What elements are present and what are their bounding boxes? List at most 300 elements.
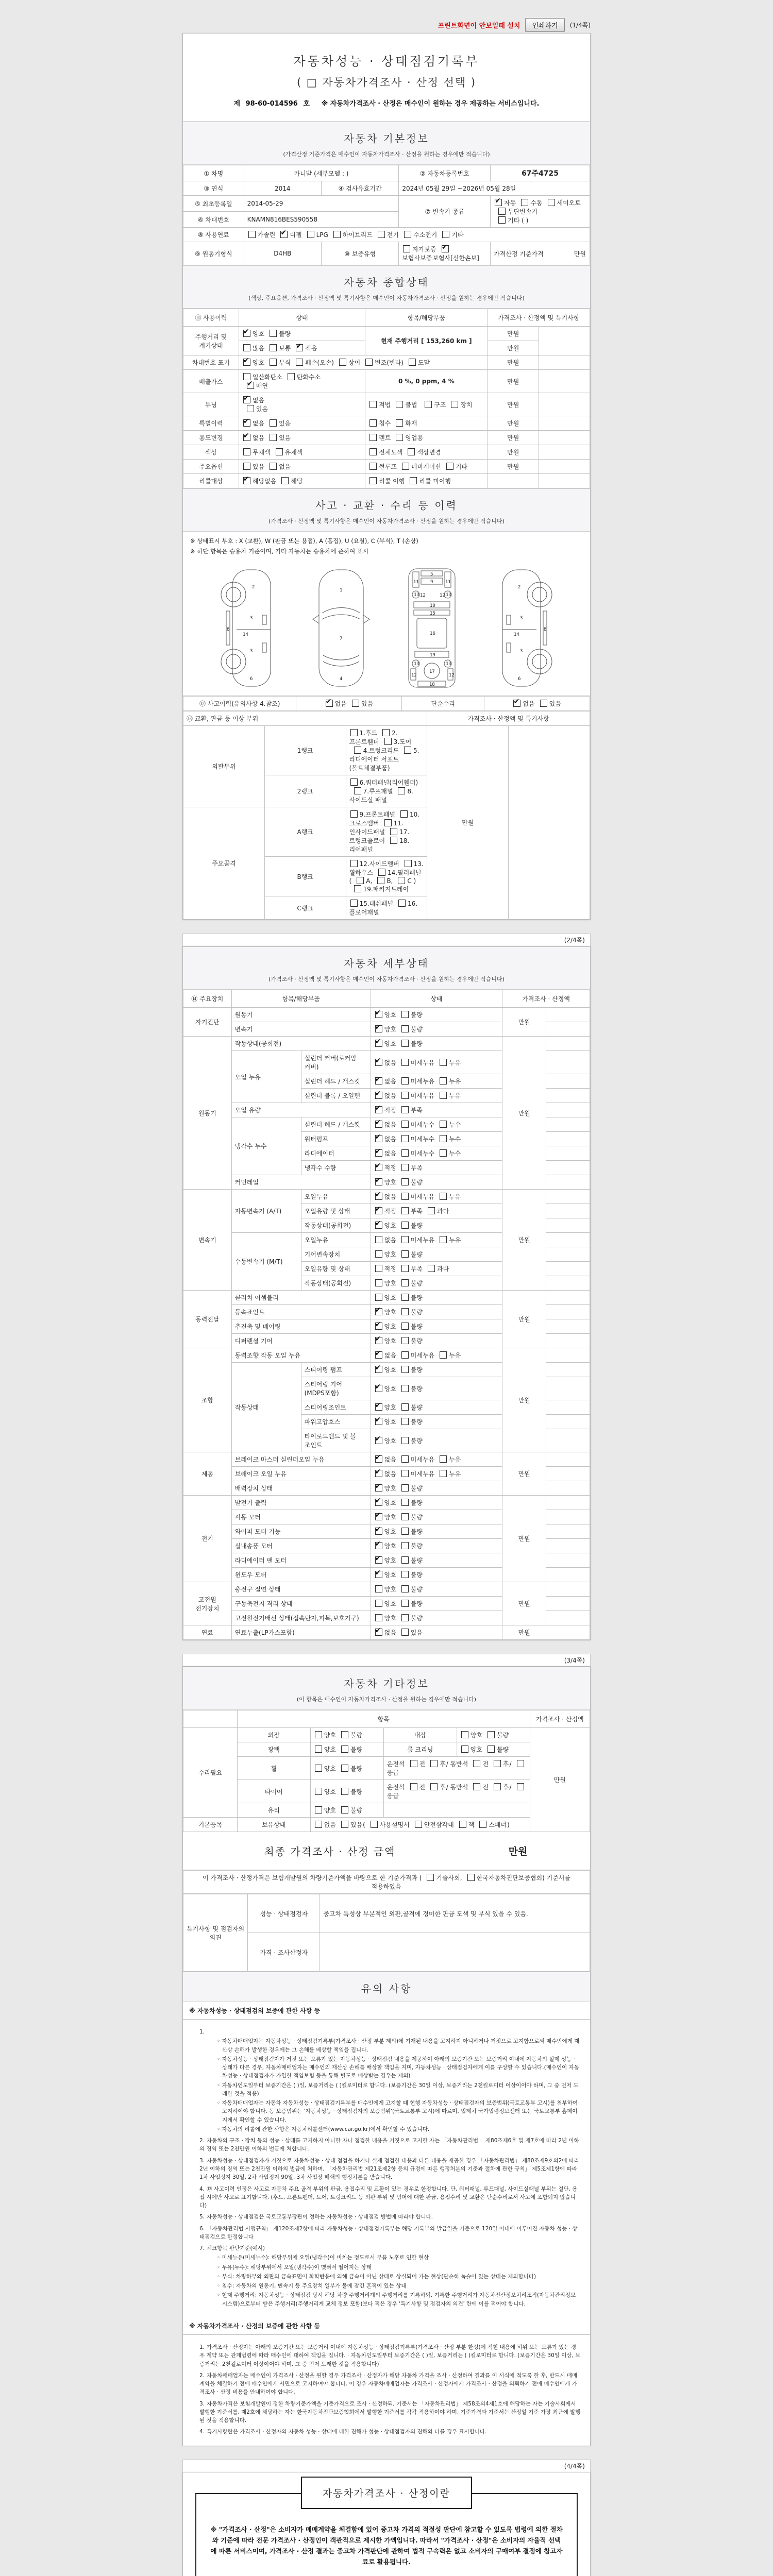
panel-number: 12 <box>411 673 417 678</box>
panel-number: 2 <box>518 585 521 590</box>
checkbox[interactable] <box>375 1629 382 1636</box>
table-row: 많음 보통 ✔ 적음 만원 <box>183 341 590 355</box>
section-title: 자동차 기본정보 <box>344 132 429 145</box>
checkbox[interactable] <box>350 729 358 736</box>
checkbox[interactable] <box>315 1806 322 1814</box>
checkbox[interactable] <box>401 1279 409 1286</box>
table-row: 원동기 작동상태(공회전) ✔ 양호 불량 만원 <box>183 1037 590 1051</box>
checkbox[interactable] <box>498 208 506 215</box>
checkbox[interactable] <box>276 448 283 455</box>
checkbox[interactable] <box>401 1513 409 1520</box>
checkbox[interactable] <box>390 828 397 835</box>
notice-bullet: ◦ 자동차매매업자는 자동차성능 · 상태점검기록부(가격조사 · 산정 부분 제외)에 기재된 내용을 고지하지 아니하거나 거짓으로 고지함으로써 매수인에게 재산상 손해가 발생한 경우에는 그 손해를 배상할 책임을 집니다. <box>222 2037 581 2054</box>
table-row: 전기 발전기 출력 ✔ 양호 불량 만원 <box>183 1496 590 1510</box>
checkbox[interactable] <box>401 1403 409 1411</box>
checkbox[interactable] <box>401 1629 409 1636</box>
checkbox[interactable] <box>341 1765 348 1772</box>
table-row: 오일 유량 ✔ 적정 부족 <box>183 1103 590 1117</box>
checkbox[interactable] <box>401 1323 409 1330</box>
detail-state-table <box>183 990 590 1640</box>
checkbox[interactable] <box>341 1821 348 1828</box>
panel-number: 3 <box>520 649 523 654</box>
checkbox[interactable] <box>401 1236 409 1243</box>
checkbox[interactable] <box>488 1745 495 1753</box>
checkbox[interactable] <box>494 1783 501 1790</box>
checkbox[interactable] <box>401 1542 409 1549</box>
checkbox[interactable] <box>375 1178 382 1185</box>
checkbox[interactable] <box>243 434 250 441</box>
panel-number: 10 <box>430 603 435 608</box>
checkbox[interactable] <box>521 199 528 206</box>
notice-bullet: ◦ 누유(누수): 해당부위에서 오일(냉각수)이 맺혀서 떨어지는 상태 <box>222 2263 581 2272</box>
panel-number: 3 <box>250 616 253 621</box>
checkbox[interactable] <box>270 419 277 427</box>
table-row: 제동 브레이크 마스터 실린더오일 누유 ✔ 없음 미세누유 누유 만원 <box>183 1452 590 1467</box>
overall-state-table <box>183 309 590 488</box>
table-row: 색상 무채색 유채색 전체도색 색상변경 만원 <box>183 445 590 460</box>
checkbox[interactable] <box>401 1222 409 1229</box>
panel-number: 16 <box>430 631 435 636</box>
checkbox[interactable] <box>280 231 288 238</box>
checkbox[interactable] <box>375 1040 382 1047</box>
notice-bullet: ◦ 자동차인도일부터 보증기간은 ( )일, 보증거리는 ( )킬로미터로 합니다. (보증기간은 30일 이상, 보증거리는 2천킬로미터 이상이어야 하며, 그 중 먼저 도래한 것을 적용) <box>222 2081 581 2098</box>
checkbox[interactable] <box>440 1351 447 1359</box>
checkbox[interactable] <box>365 359 373 366</box>
checkbox[interactable] <box>369 477 377 484</box>
checkbox[interactable] <box>409 359 416 366</box>
checkbox[interactable] <box>243 344 250 351</box>
table-row: 특기사항 및 점검자의 의견 성능 · 상태점검자 중고차 특성상 부분적인 외판,골격에 경미한 판금 도색 및 부식 있을 수 있음. <box>183 1894 590 1933</box>
checkbox[interactable] <box>357 877 364 884</box>
page-1 <box>182 33 591 920</box>
checkbox[interactable] <box>402 463 409 470</box>
basic-info-table <box>183 165 590 265</box>
checkbox[interactable] <box>405 860 412 867</box>
checkbox[interactable] <box>396 434 403 441</box>
checkbox[interactable] <box>410 477 417 484</box>
checkbox[interactable] <box>401 1178 409 1185</box>
checkbox[interactable] <box>410 1760 417 1767</box>
table-row: 용도변경 ✔ 없음 있음 렌트 영업용 만원 <box>183 431 590 445</box>
panel-number: 8 <box>544 627 547 632</box>
checkbox[interactable] <box>401 1025 409 1032</box>
checkbox[interactable] <box>440 1135 447 1142</box>
table-row: 항목 가격조사 · 산정액 <box>183 1710 590 1728</box>
checkbox[interactable] <box>315 1765 322 1772</box>
checkbox[interactable] <box>390 837 397 844</box>
checkbox[interactable] <box>341 1806 348 1814</box>
checkbox[interactable] <box>401 1385 409 1392</box>
checkbox[interactable] <box>350 810 358 818</box>
checkbox[interactable] <box>375 1222 382 1229</box>
checkbox[interactable] <box>375 1025 382 1032</box>
checkbox[interactable] <box>375 1366 382 1373</box>
checkbox[interactable] <box>401 1351 409 1359</box>
checkbox[interactable] <box>467 1874 475 1881</box>
checkbox[interactable] <box>369 419 377 427</box>
doc-subtitle: ( □ 자동차가격조사 · 산정 선택 ) <box>296 76 477 89</box>
table-row: ⑤ 최초등록일 2014-05-29 ⑦ 변속기 종류 ✔자동 수동 세미오토무단변속기 기타 ( ) <box>183 196 590 212</box>
checkbox[interactable] <box>270 344 277 351</box>
page-3 <box>182 1666 591 2446</box>
notice-group-title: ※ 자동차가격조사 · 산정의 보증에 관한 사항 등 <box>183 2317 590 2335</box>
checkbox[interactable] <box>375 1455 382 1463</box>
checkbox[interactable] <box>377 877 384 884</box>
checkbox[interactable] <box>396 419 403 427</box>
checkbox[interactable] <box>375 1250 382 1258</box>
panel-number: 19 <box>430 653 435 658</box>
checkbox[interactable] <box>440 1455 447 1463</box>
table-row: 리콜대상 ✔ 해당없음 해당 리콜 이행 리콜 미이행 <box>183 474 590 488</box>
checkbox[interactable] <box>442 245 449 252</box>
table-row: 오일 누유 실린더 커버(로커암 커버) ✔없음 미세누유 누유 <box>183 1051 590 1074</box>
checkbox[interactable] <box>378 869 385 876</box>
checkbox[interactable] <box>247 382 254 389</box>
checkbox[interactable] <box>315 1821 322 1828</box>
checkbox[interactable] <box>375 1556 382 1564</box>
checkbox[interactable] <box>375 1236 382 1243</box>
checkbox[interactable] <box>369 463 377 470</box>
final-price-label: 최종 가격조사 · 산정 금액 <box>264 1845 396 1858</box>
checkbox[interactable] <box>401 1059 409 1066</box>
checkbox[interactable] <box>401 1294 409 1301</box>
table-row: 냉각수 수량 ✔ 적정 부족 <box>183 1161 590 1175</box>
checkbox[interactable] <box>375 1351 382 1359</box>
checkbox[interactable] <box>375 1193 382 1200</box>
checkbox[interactable] <box>398 787 405 794</box>
section-subtitle: (가격산정 기준가격은 매수인이 자동차가격조사 · 산정을 원하는 경우에만 적습니다) <box>283 151 490 158</box>
checkbox[interactable] <box>243 448 250 455</box>
checkbox[interactable] <box>440 1059 447 1066</box>
checkbox[interactable] <box>401 1135 409 1142</box>
panel-number: 8 <box>227 627 230 632</box>
notice-bullet: ◦ 현재 주행거리: 자동차성능 · 상태점검 당시 해당 차량 주행거리계의 주행거리를 기록하되, 기록한 주행거리가 자동차전산정보처리조직(자동차관리정보시스템)으로부터 받은 주행거리(주행거리계 교체 정보 포함)보다 적은 경우 '특기사항 및 점검자의 의견' 란에 이를 적어야 합니다. <box>222 2291 581 2308</box>
checkbox[interactable] <box>442 231 449 238</box>
checkbox[interactable] <box>440 1236 447 1243</box>
page-marker-1: (1/4쪽) <box>569 21 591 29</box>
checkbox[interactable] <box>401 1308 409 1315</box>
checkbox[interactable] <box>369 448 377 455</box>
checkbox[interactable] <box>352 700 359 707</box>
table-row: 동력전달 클러치 어셈블리 양호 불량 만원 <box>183 1291 590 1305</box>
checkbox[interactable] <box>281 477 289 484</box>
checkbox[interactable] <box>401 1149 409 1157</box>
checkbox[interactable] <box>296 344 303 351</box>
checkbox[interactable] <box>243 359 250 366</box>
notice-bullet: ◦ 자동차의 리콜에 관한 사항은 자동차리콜센터(www.car.go.kr)에서 확인할 수 있습니다. <box>222 2125 581 2133</box>
page-4 <box>182 2472 591 2576</box>
pricing-info-title: 자동차가격조사 · 산정이란 <box>301 2477 472 2509</box>
checkbox[interactable] <box>401 1106 409 1113</box>
checkbox[interactable] <box>401 1528 409 1535</box>
notice-bullet: ◦ 자동차성능 · 상태점검자가 거짓 또는 오류가 있는 자동차성능 · 상태점검 내용을 제공하여 아래의 보증기간 또는 보증거리 이내에 자동차의 실제 성능 · 상태가 다른 경우, 자동차매매업자는 매수인의 재산상 손해를 배상할 책임을 지며, 자동차성능 · 상태점검자에게 이를 구상할 수 있습니다.(매수인이 자동차성능 · 상태점검자가 가입한 책임보험 등을 통해 별도로 배상받는 경우는 제외) <box>222 2055 581 2080</box>
page-marker-4: (4/4쪽) <box>182 2460 591 2472</box>
checkbox[interactable] <box>339 359 346 366</box>
checkbox[interactable] <box>440 1121 447 1128</box>
notice-bullet: ◦ 미세누유(미세누수): 해당부위에 오일(냉각수)이 비치는 정도로서 부품 노후로 인한 현상 <box>222 2253 581 2262</box>
checkbox[interactable] <box>243 419 250 427</box>
checkbox[interactable] <box>498 216 506 224</box>
checkbox[interactable] <box>488 1731 495 1738</box>
checkbox[interactable] <box>378 231 385 238</box>
checkbox[interactable] <box>517 1783 524 1790</box>
doc-header <box>183 33 590 122</box>
print-button[interactable]: 인쇄하기 <box>525 18 564 32</box>
checkbox[interactable] <box>375 1279 382 1286</box>
checkbox[interactable] <box>401 1040 409 1047</box>
table-row: ⑭ 주요장치 항목/해당부품 상태 가격조사 · 산정액 <box>183 990 590 1008</box>
checkbox[interactable] <box>382 729 390 736</box>
checkbox[interactable] <box>428 1207 435 1214</box>
checkbox[interactable] <box>401 1585 409 1592</box>
checkbox[interactable] <box>243 463 250 470</box>
checkbox[interactable] <box>473 1783 480 1790</box>
checkbox[interactable] <box>401 1571 409 1578</box>
table-row: 스티어링 기어(MDPS포함) ✔양호 불량 <box>183 1377 590 1400</box>
section-detail-header: 자동차 세부상태 (가격조사 · 산정액 및 특기사항은 매수인이 자동차가격조사 · 산정을 원하는 경우에만 적습니다) <box>183 946 590 990</box>
notice-item: 4. ⑫ 사고이력 인정은 사고로 자동차 주요 골격 부위의 판금, 용접수리 및 교환이 있는 경우로 한정합니다. 단, 쿼터패널, 루프패널, 사이드실패널 부위는 절단, 용접 시에만 사고로 표기합니다. (후드, 프론트펜더, 도어, 트렁크리드 등 외판 부위 및 범퍼에 대한 판금, 용접수리 및 교환은 단순수리로서 사고에 포함되지 않습니다) <box>199 2185 578 2209</box>
checkbox[interactable] <box>375 1207 382 1214</box>
table-row: B랭크 12.사이드멤버 13.휠하우스 14.필러패널( A, B, C )19.패키지트레이 <box>183 857 590 896</box>
checkbox[interactable] <box>430 1760 438 1767</box>
checkbox[interactable] <box>404 231 411 238</box>
table-row: 수리필요 외장 양호 불량 내장 양호 불량 만원 <box>183 1728 590 1742</box>
checkbox[interactable] <box>307 231 314 238</box>
checkbox[interactable] <box>296 359 303 366</box>
panel-number: 7 <box>340 636 343 641</box>
checkbox[interactable] <box>375 1149 382 1157</box>
page-marker-3: (3/4쪽) <box>182 1654 591 1666</box>
checkbox[interactable] <box>341 1731 348 1738</box>
table-row: 휠 양호 불량 운전석 전 후/ 동반석 전 후/응급 <box>183 1757 590 1780</box>
checkbox[interactable] <box>401 1499 409 1506</box>
table-row: 배력장치 상태 ✔ 양호 불량 <box>183 1481 590 1496</box>
checkbox[interactable] <box>333 231 341 238</box>
checkbox[interactable] <box>446 463 453 470</box>
panel-number: 9 <box>430 580 433 585</box>
checkbox[interactable] <box>270 434 277 441</box>
notice-item: 7. 체크항목 판단기준(예시) <box>199 2245 265 2252</box>
checkbox[interactable] <box>440 1077 447 1084</box>
checkbox[interactable] <box>540 700 547 707</box>
checkbox[interactable] <box>375 1106 382 1113</box>
checkbox[interactable] <box>375 1437 382 1444</box>
table-row: 배출가스 일산화탄소 탄화수소 ✔매연 0 %, 0 ppm, 4 % 만원 <box>183 370 590 393</box>
panel-number: 3 <box>520 616 523 621</box>
checkbox[interactable] <box>396 401 403 408</box>
checkbox[interactable] <box>401 1614 409 1621</box>
panel-number: 1 <box>340 588 343 593</box>
notice-item: 4. 특기사항란은 가격조사 · 산정자의 자동차 성능 · 상태에 대한 견해가 성능 · 상태점검자의 견해와 다를 경우 표시합니다. <box>199 2429 487 2435</box>
checkbox[interactable] <box>350 900 358 907</box>
table-row: 가격 · 조사산정자 <box>183 1933 590 1972</box>
checkbox[interactable] <box>375 1585 382 1592</box>
checkbox[interactable] <box>375 1614 382 1621</box>
checkbox[interactable] <box>369 434 377 441</box>
checkbox[interactable] <box>410 1783 417 1790</box>
checkbox[interactable] <box>415 1821 422 1828</box>
checkbox[interactable] <box>326 700 333 707</box>
section-notices-header: 유의 사항 <box>183 1972 590 2002</box>
checkbox[interactable] <box>401 1418 409 1425</box>
checkbox[interactable] <box>401 1366 409 1373</box>
checkbox[interactable] <box>243 477 250 484</box>
accident-history-table <box>183 696 590 711</box>
checkbox[interactable] <box>401 1265 409 1272</box>
table-row: 자기진단 원동기 ✔ 양호 불량 만원 <box>183 1008 590 1022</box>
checkbox[interactable] <box>384 819 392 826</box>
checkbox[interactable] <box>341 1745 348 1753</box>
checkbox[interactable] <box>375 1323 382 1330</box>
checkbox[interactable] <box>375 1470 382 1477</box>
table-row: 기어변속장치 양호 불량 <box>183 1247 590 1262</box>
checkbox[interactable] <box>375 1403 382 1411</box>
checkbox[interactable] <box>461 1731 468 1738</box>
checkbox[interactable] <box>401 1437 409 1444</box>
checkbox[interactable] <box>354 787 361 794</box>
checkbox[interactable] <box>375 1294 382 1301</box>
checkbox[interactable] <box>315 1731 322 1738</box>
checkbox[interactable] <box>270 463 277 470</box>
table-row: 워터펌프 ✔ 없음 미세누수 누수 <box>183 1132 590 1146</box>
checkbox[interactable] <box>375 1265 382 1272</box>
checkbox[interactable] <box>288 373 295 380</box>
checkbox[interactable] <box>354 885 361 892</box>
checkbox[interactable] <box>479 1821 486 1828</box>
panel-number: 12 <box>420 593 426 598</box>
checkbox[interactable] <box>375 1528 382 1535</box>
checkbox[interactable] <box>401 1250 409 1258</box>
vehicle-damage-diagrams <box>183 558 590 696</box>
checkbox[interactable] <box>375 1092 382 1099</box>
checkbox[interactable] <box>243 373 250 380</box>
checkbox[interactable] <box>401 1556 409 1564</box>
notice-group-title: ※ 자동차성능 · 상태점검의 보증에 관한 사항 등 <box>183 2002 590 2020</box>
checkbox[interactable] <box>427 1874 434 1881</box>
checkbox[interactable] <box>371 1821 378 1828</box>
checkbox[interactable] <box>400 810 408 818</box>
checkbox[interactable] <box>384 738 392 745</box>
checkbox[interactable] <box>473 1760 480 1767</box>
checkbox[interactable] <box>494 1760 501 1767</box>
checkbox[interactable] <box>243 396 250 403</box>
checkbox[interactable] <box>403 245 410 252</box>
checkbox[interactable] <box>401 1011 409 1018</box>
table-row: 스티어링조인트 ✔ 양호 불량 <box>183 1400 590 1415</box>
table-row: 실린더 헤드 / 개스킷 ✔ 없음 미세누유 누유 <box>183 1074 590 1089</box>
checkbox[interactable] <box>375 1059 382 1066</box>
checkbox[interactable] <box>401 1164 409 1171</box>
checkbox[interactable] <box>375 1385 382 1392</box>
checkbox[interactable] <box>401 1455 409 1463</box>
checkbox[interactable] <box>354 747 361 754</box>
checkbox[interactable] <box>440 1193 447 1200</box>
checkbox[interactable] <box>350 778 358 786</box>
page-marker-2: (2/4쪽) <box>182 934 591 946</box>
table-row: 작동상태(공회전) ✔ 양호 불량 <box>183 1218 590 1233</box>
checkbox[interactable] <box>451 401 458 408</box>
panel-number: 2 <box>252 585 255 590</box>
table-row: ⑥ 차대번호 KNAMN816BES590558 <box>183 212 590 228</box>
panel-number: 5 <box>430 572 433 577</box>
etc-info-table <box>183 1710 590 1832</box>
checkbox[interactable] <box>401 1600 409 1607</box>
checkbox[interactable] <box>430 1783 438 1790</box>
notice-item: 6. 「자동차관리법 시행규칙」 제120조제2항에 따라 자동차성능 · 상태점검기록부는 해당 기록부의 발급일을 기준으로 120일 이내에 이루어진 자동차 성능 · 상태점검으로 한정합니다 <box>199 2225 578 2240</box>
checkbox[interactable] <box>375 1164 382 1171</box>
checkbox[interactable] <box>315 1745 322 1753</box>
checkbox[interactable] <box>341 1788 348 1795</box>
checkbox[interactable] <box>248 231 256 238</box>
checkbox[interactable] <box>401 1337 409 1344</box>
panel-number: 14 <box>514 632 519 637</box>
checkbox[interactable] <box>375 1484 382 1492</box>
checkbox[interactable] <box>375 1513 382 1520</box>
checkbox[interactable] <box>425 401 432 408</box>
checkbox[interactable] <box>459 1821 466 1828</box>
checkbox[interactable] <box>404 747 411 754</box>
table-row: ⑨ 원동기형식 D4HB ⑩ 보증유형 자가보증✔보험사보증보험사[신한손보] 가격산정 기준가격 만원 <box>183 242 590 265</box>
checkbox[interactable] <box>401 1077 409 1084</box>
checkbox[interactable] <box>247 405 254 412</box>
checkbox[interactable] <box>401 1193 409 1200</box>
checkbox[interactable] <box>548 199 555 206</box>
checkbox[interactable] <box>495 199 502 206</box>
notice-item: 5. 자동차성능 · 상태점검은 국토교통부장관이 정하는 자동차성능 · 상태점검 방법에 따라야 합니다. <box>199 2214 433 2221</box>
checkbox[interactable] <box>375 1121 382 1128</box>
checkbox[interactable] <box>243 330 250 337</box>
checkbox[interactable] <box>398 900 406 907</box>
panel-number: 12 <box>440 593 445 598</box>
checkbox[interactable] <box>517 1760 524 1767</box>
checkbox[interactable] <box>375 1135 382 1142</box>
checkbox[interactable] <box>375 1308 382 1315</box>
table-row: 2랭크 6.쿼터패널(리어휀더)7.루프패널 8.사이드실 패널 <box>183 775 590 807</box>
checkbox[interactable] <box>401 1484 409 1492</box>
checkbox[interactable] <box>375 1337 382 1344</box>
checkbox[interactable] <box>401 1121 409 1128</box>
checkbox[interactable] <box>440 1092 447 1099</box>
checkbox[interactable] <box>440 1149 447 1157</box>
checkbox[interactable] <box>401 1092 409 1099</box>
checkbox[interactable] <box>408 448 415 455</box>
checkbox[interactable] <box>401 1470 409 1477</box>
checkbox[interactable] <box>375 1011 382 1018</box>
checkbox[interactable] <box>270 359 277 366</box>
checkbox[interactable] <box>461 1745 468 1753</box>
checkbox[interactable] <box>369 401 377 408</box>
checkbox[interactable] <box>375 1571 382 1578</box>
checkbox[interactable] <box>513 700 520 707</box>
table-row: 브레이크 오일 누유 ✔ 없음 미세누유 누유 <box>183 1467 590 1481</box>
checkbox[interactable] <box>375 1077 382 1084</box>
checkbox[interactable] <box>315 1788 322 1795</box>
checkbox[interactable] <box>375 1542 382 1549</box>
checkbox[interactable] <box>398 877 405 884</box>
checkbox[interactable] <box>375 1418 382 1425</box>
checkbox[interactable] <box>350 860 358 867</box>
install-hint[interactable]: 프린트화면이 안보일때 설치 <box>438 22 520 30</box>
checkbox[interactable] <box>401 1207 409 1214</box>
checkbox[interactable] <box>375 1499 382 1506</box>
table-row: 차대번호 표기 ✔ 양호 부식 훼손(오손) 상이 변조(변타) 도말 만원 <box>183 355 590 370</box>
table-row: 타이어 양호 불량 운전석 전 후/ 동반석 전 후/응급 <box>183 1780 590 1803</box>
checkbox[interactable] <box>440 1470 447 1477</box>
checkbox[interactable] <box>270 330 277 337</box>
checkbox[interactable] <box>428 1265 435 1272</box>
page-2 <box>182 946 591 1640</box>
checkbox[interactable] <box>375 1600 382 1607</box>
